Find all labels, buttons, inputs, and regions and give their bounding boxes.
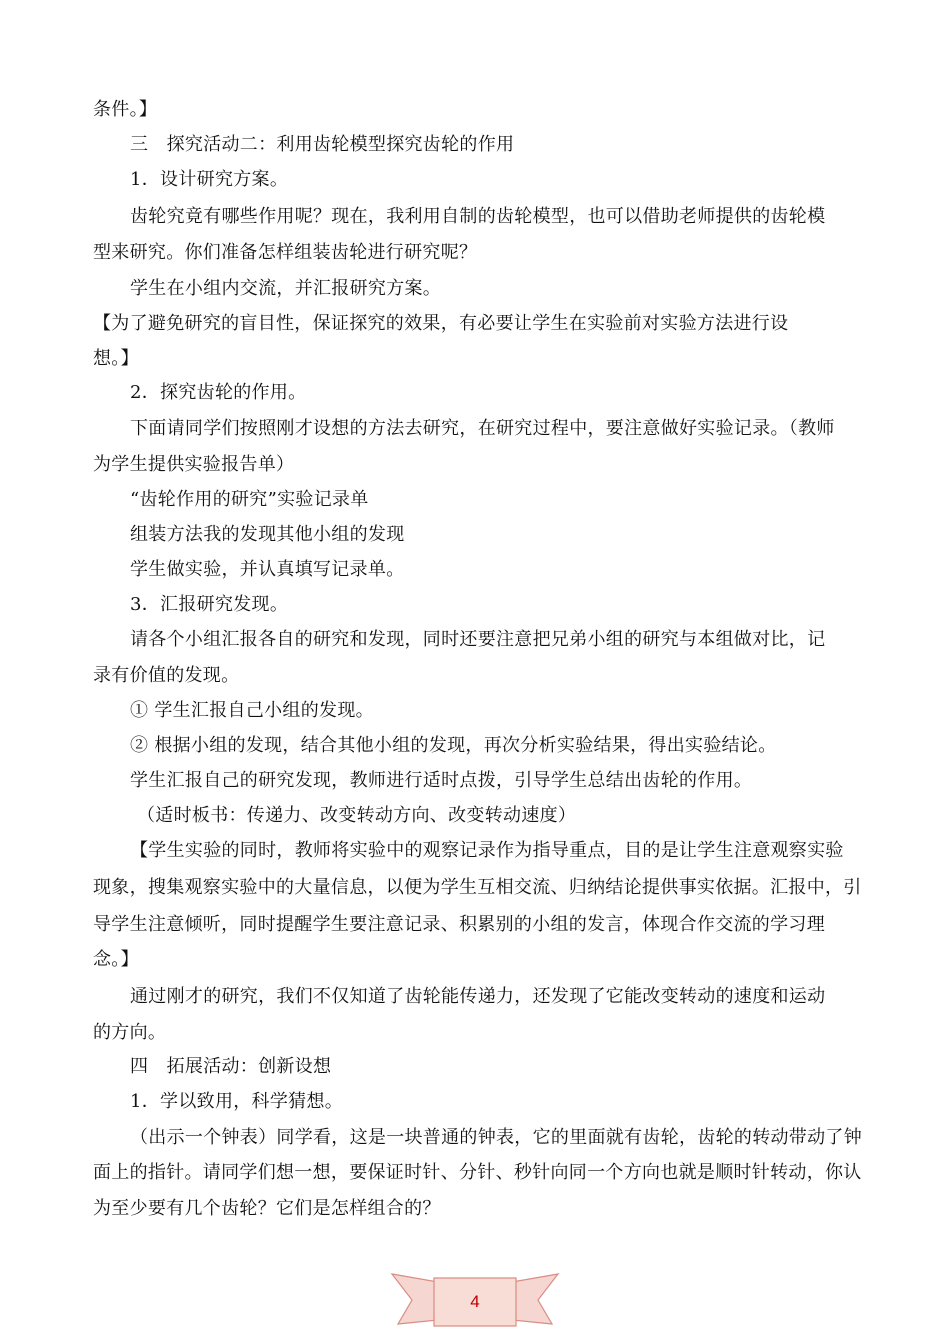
note-line: 念。】 bbox=[93, 949, 139, 970]
step-heading: 3．汇报研究发现。 bbox=[130, 594, 289, 615]
text-line: 通过刚才的研究，我们不仅知道了齿轮能传递力，还发现了它能改变转动的速度和运动 bbox=[130, 986, 826, 1007]
text-line: 学生做实验，并认真填写记录单。 bbox=[130, 559, 405, 580]
text-line: 学生汇报自己的研究发现，教师进行适时点拨，引导学生总结出齿轮的作用。 bbox=[130, 770, 753, 791]
text-line: 为学生提供实验报告单） bbox=[93, 454, 295, 475]
step-heading: 1．设计研究方案。 bbox=[130, 169, 289, 190]
note-line: 导学生注意倾听，同时提醒学生要注意记录、积累别的小组的发言，体现合作交流的学习理 bbox=[93, 914, 825, 935]
text-line: 型来研究。你们准备怎样组装齿轮进行研究呢？ bbox=[93, 242, 478, 263]
section-heading: 四 拓展活动：创新设想 bbox=[130, 1056, 332, 1077]
text-line: 下面请同学们按照刚才设想的方法去研究，在研究过程中，要注意做好实验记录。（教师 bbox=[130, 418, 835, 439]
text-line: 齿轮究竟有哪些作用呢？现在，我利用自制的齿轮模型，也可以借助老师提供的齿轮模 bbox=[130, 206, 826, 227]
step-heading: 2．探究齿轮的作用。 bbox=[130, 382, 307, 403]
section-heading: 三 探究活动二：利用齿轮模型探究齿轮的作用 bbox=[130, 134, 515, 155]
text-line: （适时板书：传递力、改变转动方向、改变转动速度） bbox=[137, 805, 577, 826]
text-line: 请各个小组汇报各自的研究和发现，同时还要注意把兄弟小组的研究与本组做对比，记 bbox=[130, 629, 826, 650]
text-line: 学生在小组内交流，并汇报研究方案。 bbox=[130, 278, 442, 299]
step-heading: 1．学以致用，科学猜想。 bbox=[130, 1091, 344, 1112]
text-line: “齿轮作用的研究”实验记录单 bbox=[130, 489, 369, 510]
text-line: 为至少要有几个齿轮？它们是怎样组合的？ bbox=[93, 1198, 441, 1219]
note-line: 【为了避免研究的盲目性，保证探究的效果，有必要让学生在实验前对实验方法进行设 bbox=[93, 313, 789, 334]
text-line: （出示一个钟表）同学看，这是一块普通的钟表，它的里面就有齿轮，齿轮的转动带动了钟 bbox=[130, 1127, 862, 1148]
note-line: 想。】 bbox=[93, 348, 139, 369]
text-line: 的方向。 bbox=[93, 1022, 167, 1043]
note-line: 现象，搜集观察实验中的大量信息，以便为学生互相交流、归纳结论提供事实依据。汇报中，引 bbox=[93, 877, 862, 898]
list-item: ② 根据小组的发现，结合其他小组的发现，再次分析实验结果，得出实验结论。 bbox=[130, 735, 777, 756]
text-line: 条件。】 bbox=[93, 99, 158, 120]
text-line: 组装方法我的发现其他小组的发现 bbox=[130, 524, 405, 545]
page-number-ribbon bbox=[390, 1268, 560, 1332]
note-line: 【学生实验的同时，教师将实验中的观察记录作为指导重点，目的是让学生注意观察实验 bbox=[130, 840, 844, 861]
list-item: ① 学生汇报自己小组的发现。 bbox=[130, 700, 374, 721]
text-line: 录有价值的发现。 bbox=[93, 665, 240, 686]
page-number: 4 bbox=[470, 1292, 480, 1311]
text-line: 面上的指针。请同学们想一想，要保证时针、分针、秒针向同一个方向也就是顺时针转动，你认 bbox=[93, 1162, 862, 1183]
